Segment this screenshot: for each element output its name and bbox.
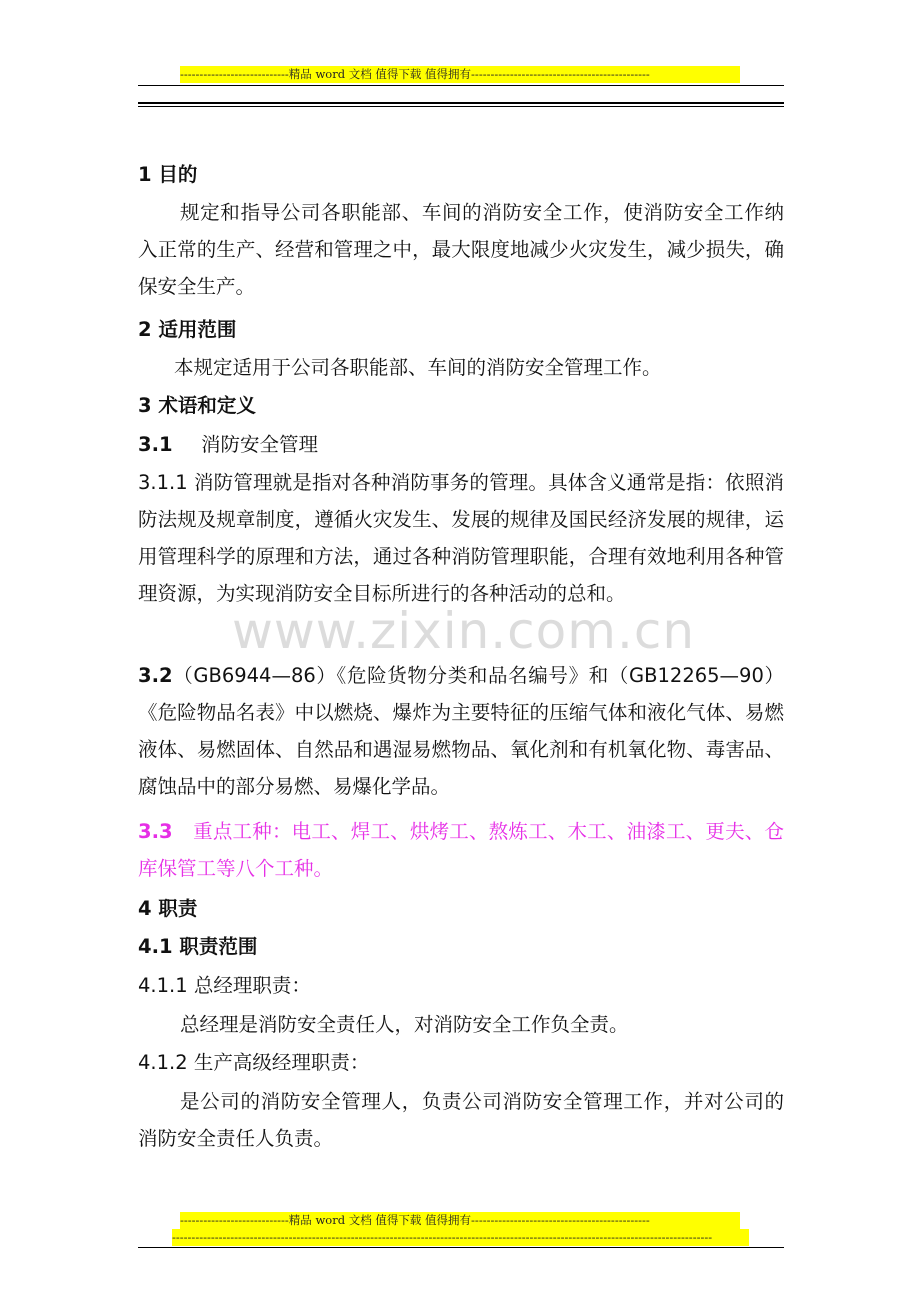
section-3-2-text: （GB6944—86）《危险货物分类和品名编号》和（GB12265—90）《危险物品名表》中以燃烧、爆炸为主要特征的压缩气体和液化气体、易燃液体、易燃固体、自然品和遇湿易燃物品、氧化剂和有机氧化物、毒害品、腐蚀品中的部分易燃、易爆化学品。 bbox=[138, 664, 784, 798]
header-rule-thin bbox=[138, 85, 784, 86]
section-3-heading: 3 术语和定义 bbox=[138, 394, 256, 417]
section-4-1-2-title: 4.1.2 生产高级经理职责： bbox=[138, 1051, 370, 1074]
section-4-1-heading: 4.1 职责范围 bbox=[138, 935, 258, 958]
header-rule-double-top bbox=[138, 102, 784, 104]
watermark: www.zixin.com.cn bbox=[232, 602, 696, 660]
section-3-1-number: 3.1 bbox=[138, 433, 173, 456]
section-1-heading: 1 目的 bbox=[138, 163, 198, 186]
section-4-1-1-title: 4.1.1 总经理职责： bbox=[138, 974, 311, 997]
section-4-1-2-body: 是公司的消防安全管理人，负责公司消防安全管理工作，并对公司的消防安全责任人负责。 bbox=[138, 1090, 784, 1150]
section-3-3-number: 3.3 bbox=[138, 820, 173, 843]
section-2-body: 本规定适用于公司各职能部、车间的消防安全管理工作。 bbox=[174, 356, 662, 379]
section-4-heading: 4 职责 bbox=[138, 897, 198, 920]
section-3-3-body bbox=[138, 813, 784, 887]
section-3-1-title: 消防安全管理 bbox=[200, 433, 318, 456]
section-3-2-body bbox=[138, 657, 784, 805]
footer-rule bbox=[138, 1247, 784, 1248]
section-3-1-heading bbox=[138, 426, 784, 463]
footer-banner: ----------------------------精品 word 文档 值得下载 值得拥有---------------------------------------------- bbox=[180, 1212, 740, 1229]
section-3-3-text: 重点工种：电工、焊工、烘烤工、熬炼工、木工、油漆工、更夫、仓库保管工等八个工种。 bbox=[138, 820, 784, 880]
section-1-body: 规定和指导公司各职能部、车间的消防安全工作，使消防安全工作纳入正常的生产、经营和管理之中，最大限度地减少火灾发生，减少损失，确保安全生产。 bbox=[138, 201, 784, 298]
section-3-1-1-body: 3.1.1 消防管理就是指对各种消防事务的管理。具体含义通常是指：依照消防法规及规章制度，遵循火灾发生、发展的规律及国民经济发展的规律，运用管理科学的原理和方法，通过各种消防管理职能，合理有效地利用各种管理资源，为实现消防安全目标所进行的各种活动的总和。 bbox=[138, 471, 784, 605]
section-2-heading: 2 适用范围 bbox=[138, 318, 237, 341]
footer-dash-line: ------------------------------------------------------------------------------------------------------------------------------------------- bbox=[172, 1229, 749, 1246]
header-rule-double-bottom bbox=[138, 106, 784, 107]
section-4-1-1-body: 总经理是消防安全责任人，对消防安全工作负全责。 bbox=[180, 1013, 629, 1036]
header-banner: ----------------------------精品 word 文档 值得下载 值得拥有---------------------------------------------- bbox=[180, 66, 740, 83]
section-3-2-number: 3.2 bbox=[138, 664, 173, 687]
